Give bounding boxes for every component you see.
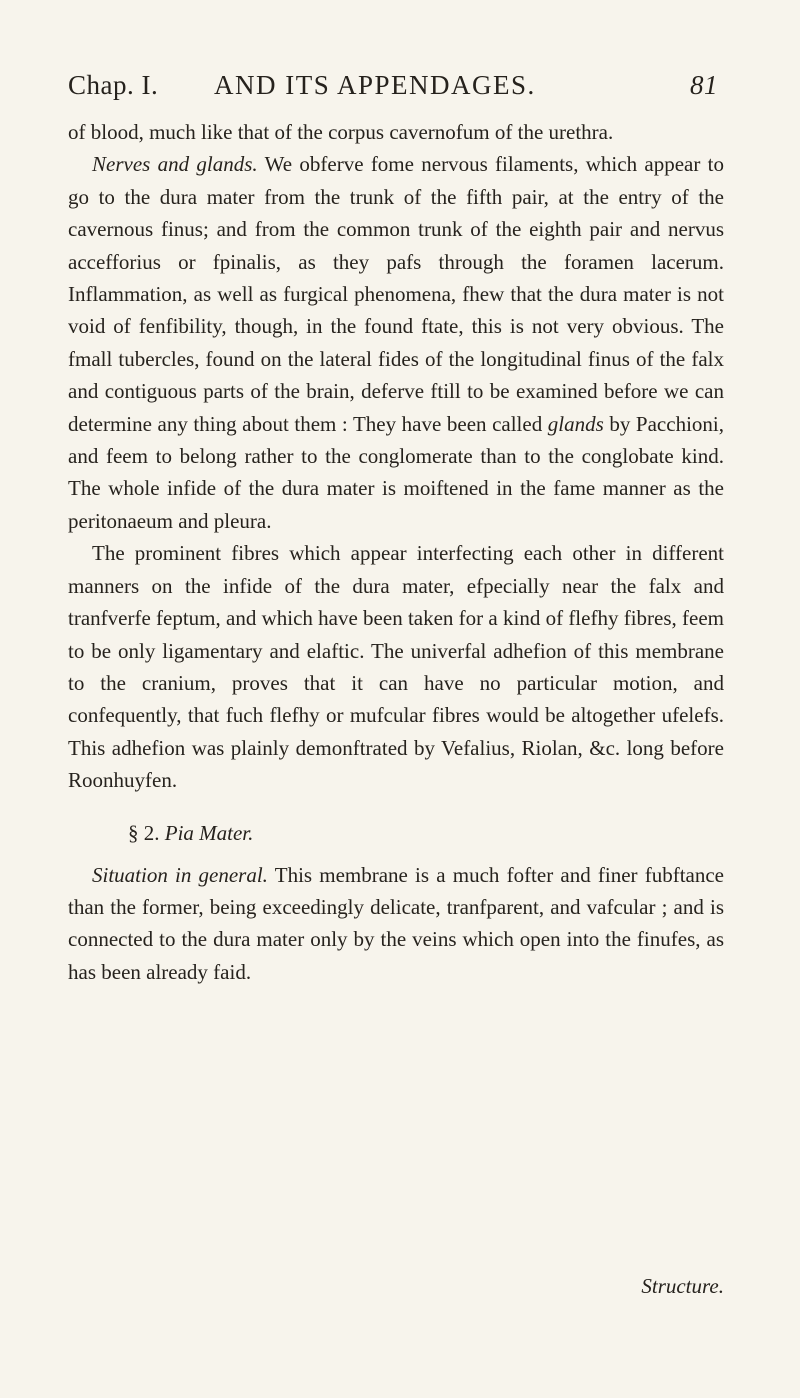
running-head [68, 70, 718, 110]
paragraph-continuation: of blood, much like that of the corpus cavernofum of the urethra. [68, 120, 614, 144]
side-heading-situation: Situation in general. [92, 862, 268, 887]
paragraph-situation [68, 859, 724, 989]
spacer [68, 797, 724, 813]
body-text [68, 116, 724, 988]
paragraph-text: We obferve fome nervous filaments, which appear to go to the dura mater from the trunk of the fifth pair, at the entry of the cavernous finus; and from the common trunk of the eighth pair and nervus accefforius or fpinalis, as they pafs through the foramen lacerum. Inflammation, as well as furgical phenomena, fhew that the dura mater is not void of fenfibility, though, in the found ftate, this is not very obvious. The fmall tubercles, found on the lateral fides of the longitudinal finus of the falx and contiguous parts of the brain, deferve ftill to be examined before we can determine any thing about them : They have been called [68, 152, 724, 436]
catchword: Structure. [641, 1274, 724, 1298]
paragraph-prominent-fibres: The prominent fibres which appear interfecting each other in different manners on the infide of the dura mater, efpecially near the falx and tranfverfe feptum, and which have been taken for a kind of flefhy fibres, feem to be only ligamentary and elaftic. The univerfal adhefion of this membrane to the cranium, proves that it can have no particular motion, and confequently, that fuch flefhy or mufcular fibres would be altogether ufelefs. This adhefion was plainly demonftrated by Vefalius, Riolan, &c. long before Roonhuyfen. [68, 541, 724, 793]
chapter-label: Chap. I. [68, 70, 159, 100]
section-title: Pia Mater. [164, 820, 254, 845]
side-heading-nerves-and-glands: Nerves and glands. [92, 152, 258, 177]
page-number: 81 [690, 70, 718, 100]
italic-term-glands: glands [547, 411, 604, 436]
section-heading [68, 813, 724, 853]
running-title: AND ITS APPENDAGES. [214, 70, 536, 100]
paragraph-text: This membrane is a much fofter and finer fubftance than the former, being exceedingly delicate, tranfparent, and vafcular ; and is connected to the dura mater only by the veins which open into the finufes, as has been already faid. [68, 862, 724, 984]
paragraph-text-end: by Pacchioni, and feem to belong rather to the conglomerate than to the conglobate kind. The whole infide of the dura mater is moiftened in the fame manner as the peritonaeum and pleura. [68, 411, 724, 533]
section-number: § 2. [128, 820, 160, 845]
paragraph-nerves-and-glands [68, 148, 724, 537]
